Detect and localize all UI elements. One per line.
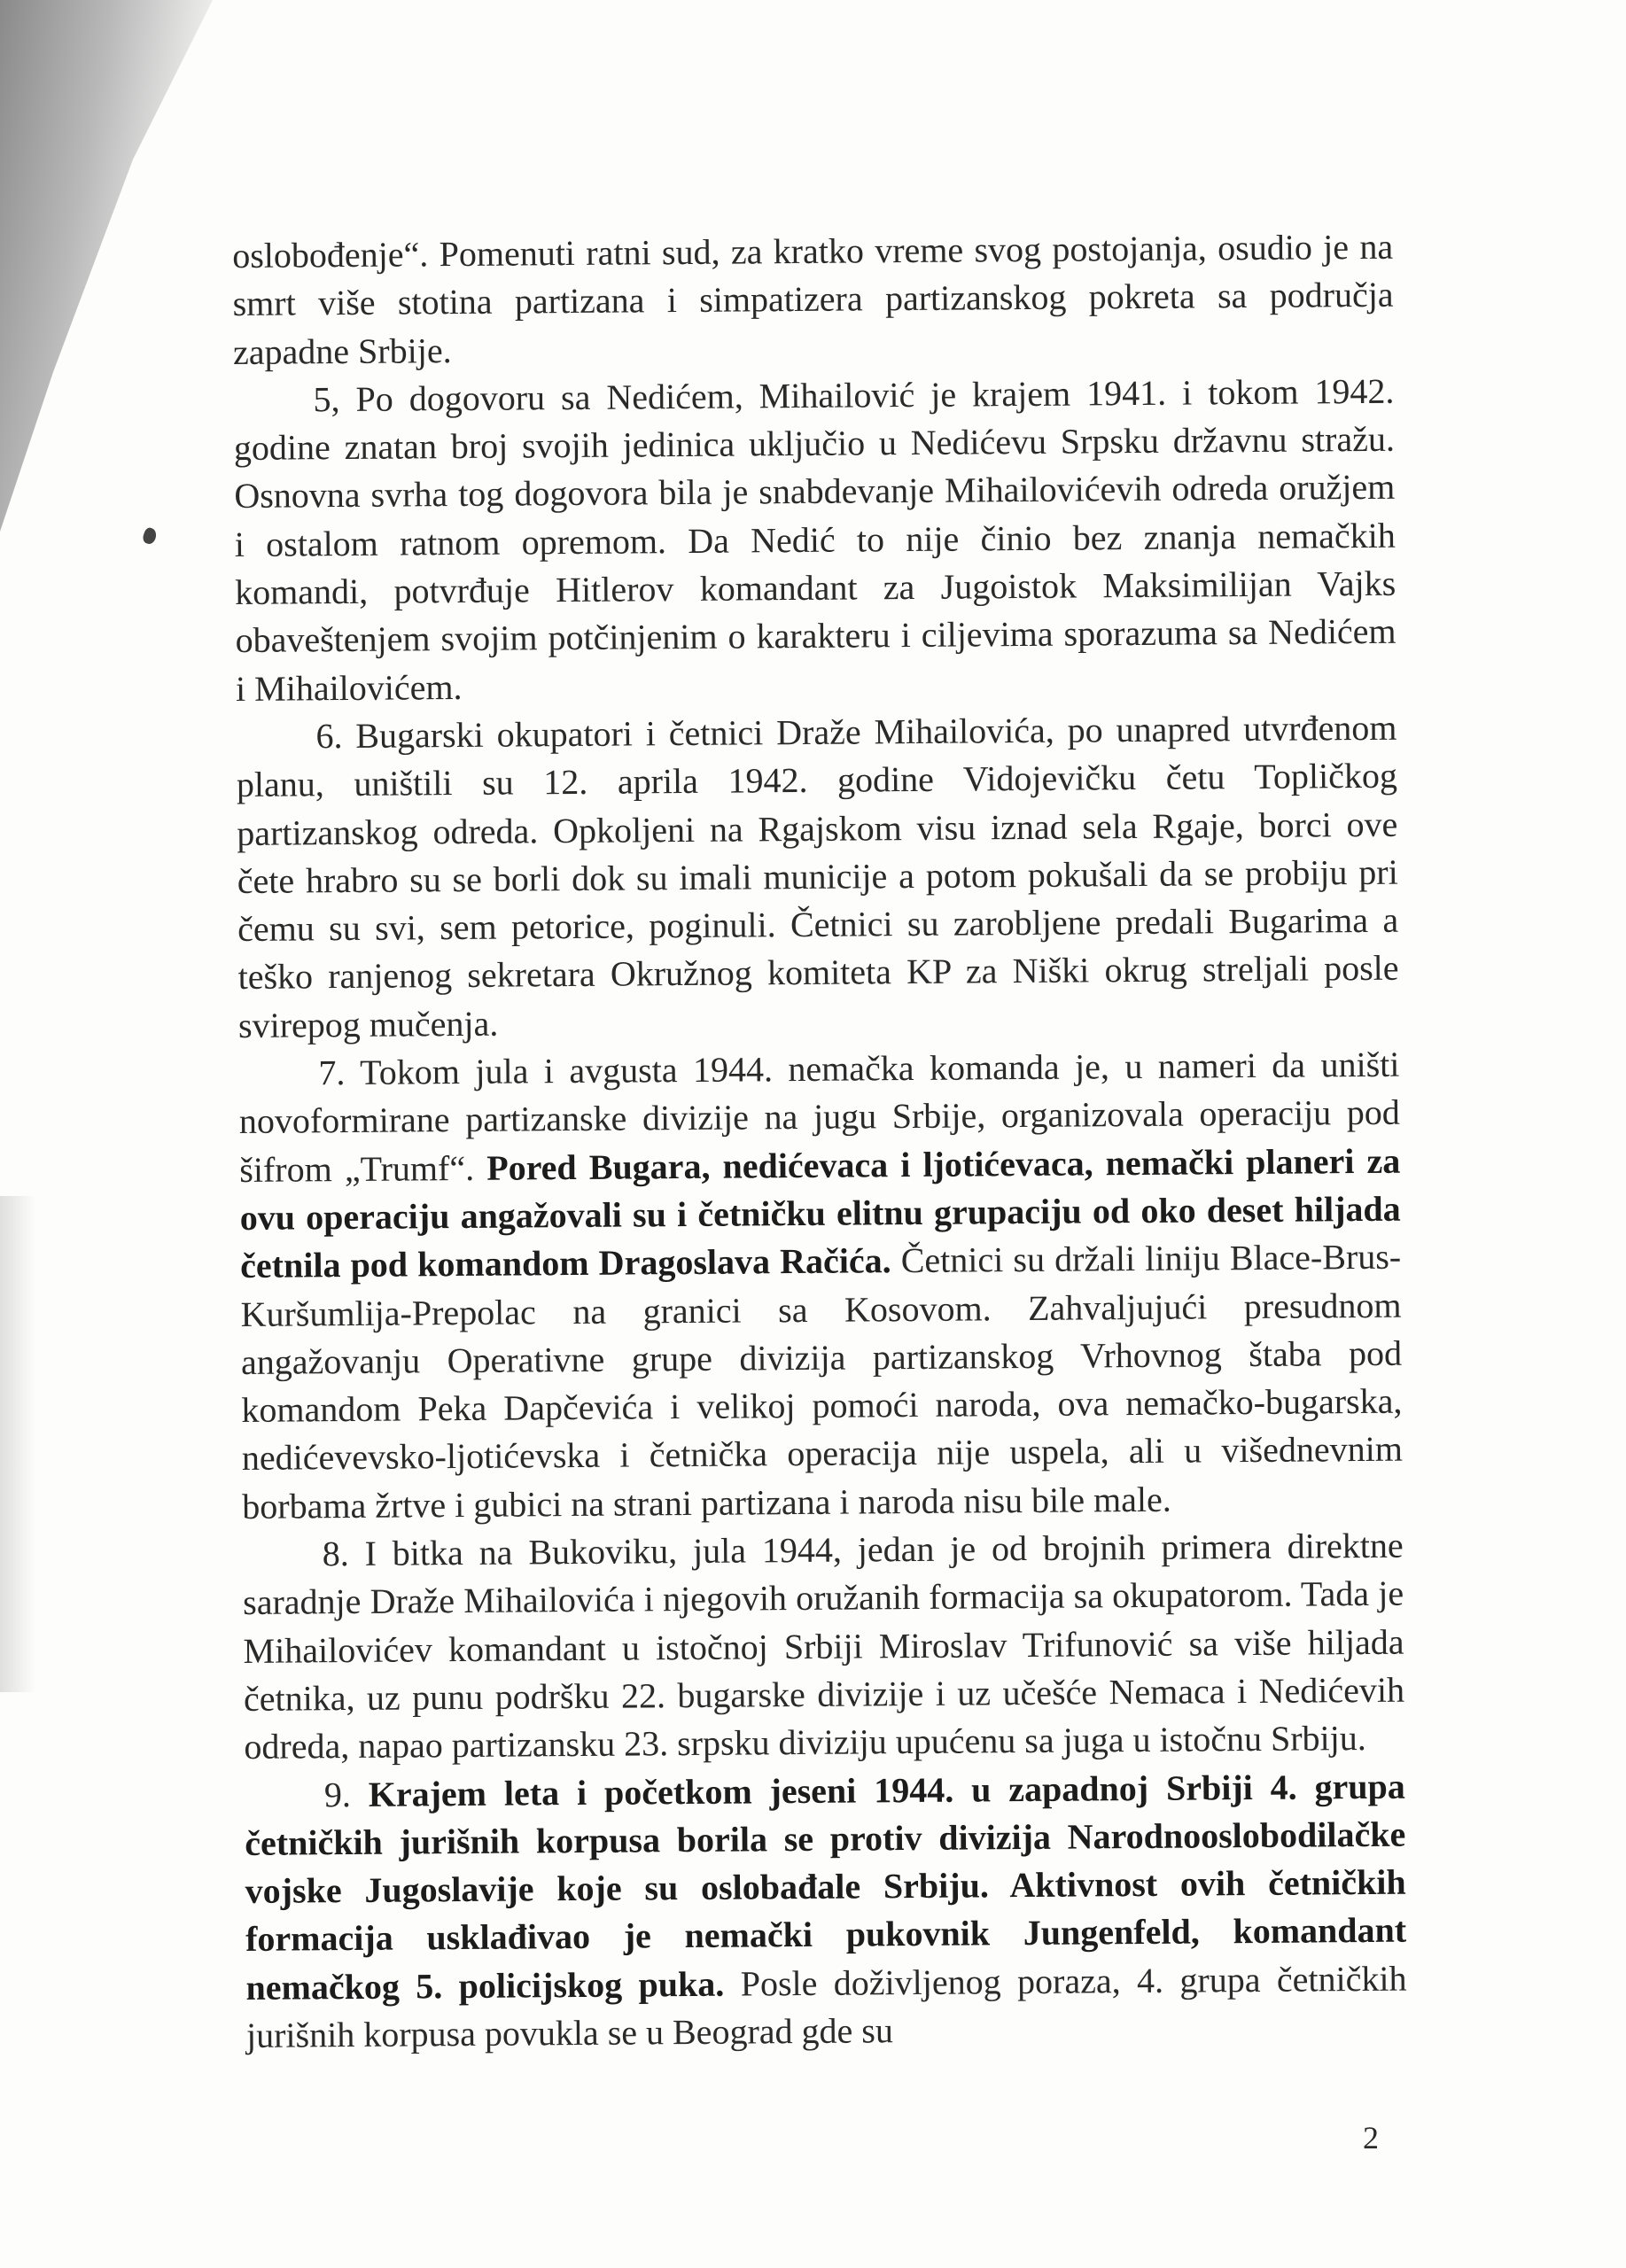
paragraph-text: oslobođenje“. Pomenuti ratni sud, za kratko vreme svog postojanja, osudio je na smrt više stotina partizana i simpatizera partizanskog pokreta sa područja zapadne Srbije. [232,226,1394,372]
scanner-edge-shade [0,1196,35,1692]
paragraph-5 [233,368,1396,713]
paragraph-7 [238,1041,1403,1531]
paragraph-text: Posle doživljenog poraza, 4. grupa četničkih jurišnih korpusa povukla se u Beograd gde su [245,1958,1407,2055]
paragraph-9 [245,1762,1408,2060]
page-number: 2 [1363,2120,1379,2155]
body-text [232,223,1407,2061]
paragraph-text: 9. [323,1774,369,1814]
paragraph-text: 8. I bitka na Bukoviku, jula 1944, jedan je od brojnih primera direktne saradnje Draže Mihailovića i njegovih oružanih formacija sa okupatorom. Tada je Mihailovićev komandant u istočnoj Srbiji Miroslav Trifunović sa više hiljada četnika, uz punu podršku 22. bugarske divizije i uz učešće Nemaca i Nedićevih odreda, napao partizansku 23. srpsku diviziju upućenu sa juga u istočnu Srbiju. [242,1525,1405,1767]
paragraph-6 [236,704,1399,1050]
paragraph-bold-text: Pored Bugara, nedićevaca i ljotićevaca, nemački planeri za ovu operaciju angažovali su i četničku elitnu grupaciju od oko deset hiljada četnila pod komandom Dragoslava Račića. [239,1140,1401,1286]
paragraph-text: Četnici su držali liniju Blace-Brus-Kuršumlija-Prepolac na granici sa Kosovom. Zahvaljujući presudnom angažovanju Operativne grupe divizija partizanskog Vrhovnog štaba pod komandom Peka Dapčevića i velikoj pomoći naroda, ova nemačko-bugarska, nedićevevsko-ljotićevska i četnička operacija nije uspela, ali u višednevnim borbama žrtve i gubici na strani partizana i naroda nisu bile male. [240,1236,1404,1526]
paragraph-text: 5, Po dogovoru sa Nedićem, Mihailović je krajem 1941. i tokom 1942. godine znatan broj svojih jedinica uključio u Nedićevu Srpsku državnu stražu. Osnovna svrha tog dogovora bila je snabdevanje Mihailovićevih odreda oružjem i ostalom ratnom opremom. Da Nedić to nije činio bez znanja nemačkih komandi, potvrđuje Hitlerov komandant za Jugoistok Maksimilijan Vajks obaveštenjem svojim potčinjenim o karakteru i ciljevima sporazuma sa Nedićem i Mihailovićem. [233,370,1396,709]
scan-speck [141,526,158,546]
paragraph-8 [243,1522,1405,1772]
paragraph-text: 6. Bugarski okupatori i četnici Draže Mihailovića, po unapred utvrđenom planu, uništili su 12. aprila 1942. godine Vidojevičku četu Topličkog partizanskog odreda. Opkoljeni na Rgajskom visu iznad sela Rgaje, borci ove čete hrabro su se borli dok su imali municije a potom pokušali da se probiju pri čemu su svi, sem petorice, poginuli. Četnici su zarobljene predali Bugarima a teško ranjenog sekretara Okružnog komiteta KP za Niški okrug streljali posle svirepog mučenja. [236,707,1399,1045]
paragraph-bold-text: Krajem leta i početkom jeseni 1944. u zapadnoj Srbiji 4. grupa četničkih jurišnih korpusa borila se protiv divizija Narodnooslobodilačke vojske Jugoslavije koje su oslobađale Srbiju. Aktivnost ovih četničkih formacija usklađivao je nemački pukovnik Jungenfeld, komandant nemačkog 5. policijskog puka. [245,1766,1407,2008]
paragraph-continuation [232,223,1394,377]
scanner-shadow [0,0,230,549]
paragraph-text: 7. Tokom jula i avgusta 1944. nemačka komanda je, u nameri da uništi novoformirane partizanske divizije na jugu Srbije, organizovala operaciju pod šifrom „Trumf“. [238,1044,1401,1190]
